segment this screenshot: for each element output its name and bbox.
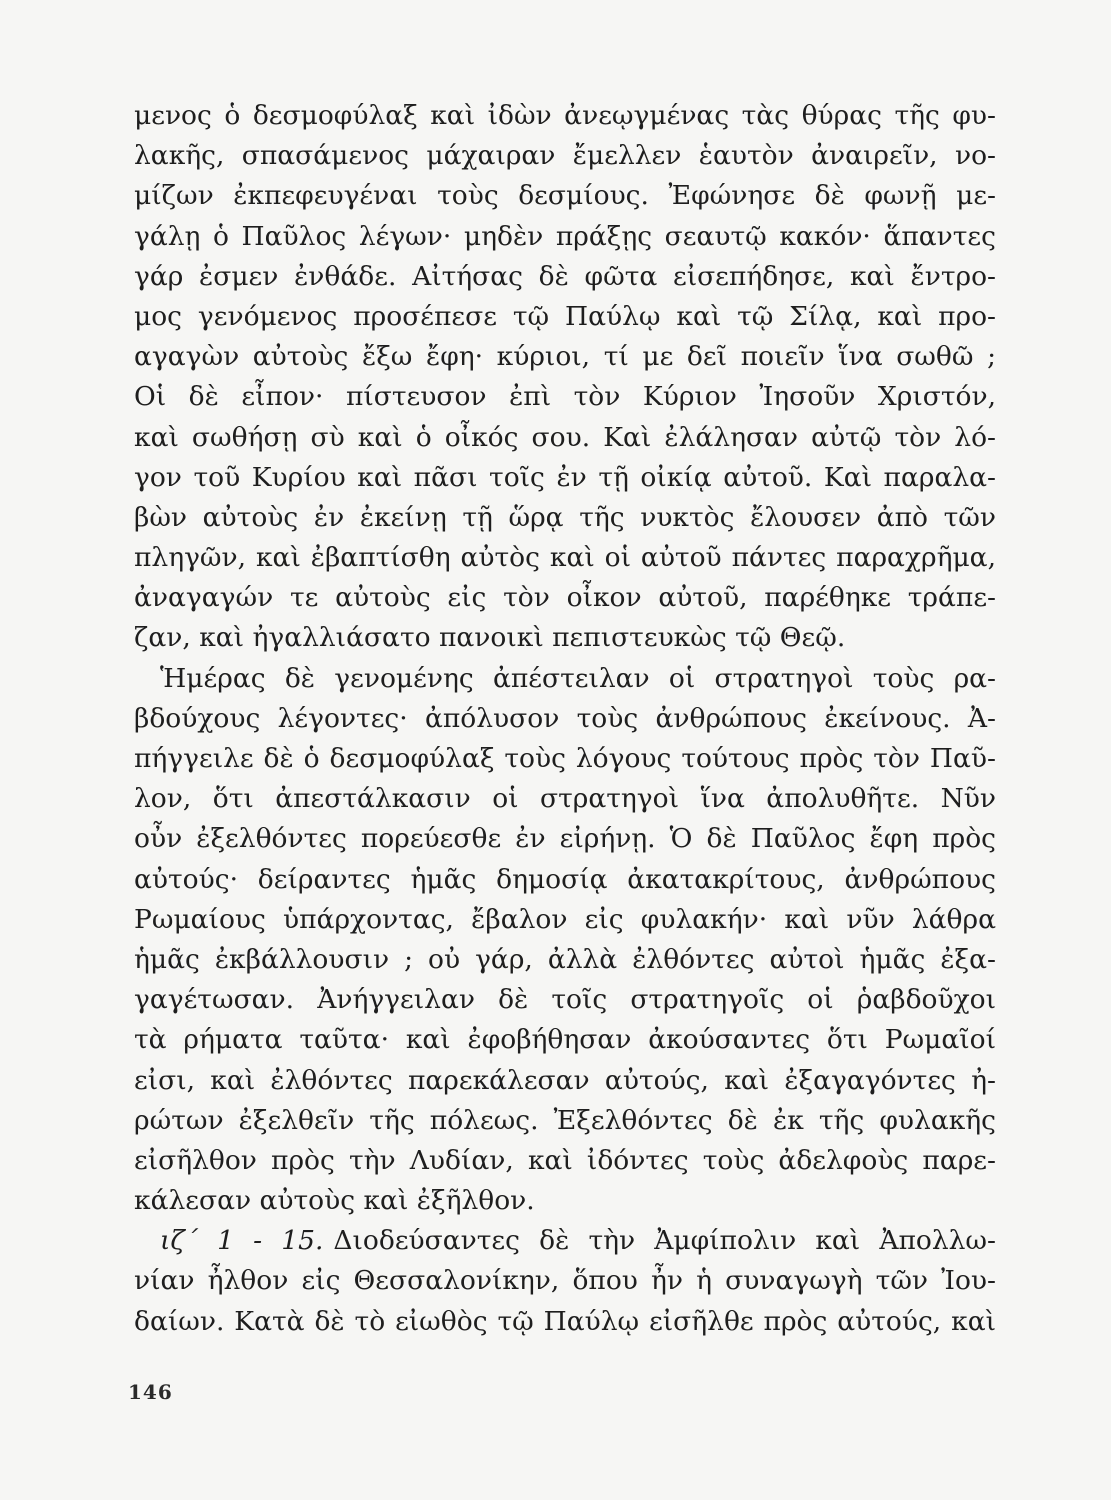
text-line: ἀναγαγών τε αὐτοὺς εἰς τὸν οἶκον αὐτοῦ, παρέθηκε τράπε- (134, 582, 996, 614)
text-line: γον τοῦ Κυρίου καὶ πᾶσι τοῖς ἐν τῇ οἰκίᾳ αὐτοῦ. Καὶ παραλα- (134, 461, 996, 493)
page-number: 146 (128, 1380, 173, 1404)
text-line: ρώτων ἐξελθεῖν τῆς πόλεως. Ἐξελθόντες δὲ ἐκ τῆς φυλακῆς (134, 1104, 996, 1136)
text-line: οὖν ἐξελθόντες πορεύεσθε ἐν εἰρήνῃ. Ὁ δὲ Παῦλος ἔφη πρὸς (134, 823, 996, 855)
text-line: Ἡμέρας δὲ γενομένης ἀπέστειλαν οἱ στρατηγοὶ τοὺς ρα- (160, 662, 996, 694)
text-line: ἡμᾶς ἐκβάλλουσιν ; οὐ γάρ, ἀλλὰ ἐλθόντες αὐτοὶ ἡμᾶς ἐξα- (134, 943, 996, 975)
text-line: αγαγὼν αὐτοὺς ἔξω ἔφη· κύριοι, τί με δεῖ ποιεῖν ἵνα σωθῶ ; (134, 341, 996, 373)
section-line-text: Διοδεύσαντες δὲ τὴν Ἀμφίπολιν καὶ Ἀπολλω- (333, 1225, 996, 1257)
text-line: μος γενόμενος προσέπεσε τῷ Παύλῳ καὶ τῷ Σίλᾳ, καὶ προ- (134, 300, 996, 332)
text-line: κάλεσαν αὐτοὺς καὶ ἐξῆλθον. (134, 1185, 535, 1217)
text-line: πληγῶν, καὶ ἐβαπτίσθη αὐτὸς καὶ οἱ αὐτοῦ πάντες παραχρῆμα, (134, 542, 996, 574)
text-line: Οἱ δὲ εἶπον· πίστευσον ἐπὶ τὸν Κύριον Ἰησοῦν Χριστόν, (134, 381, 996, 413)
text-line: βδούχους λέγοντες· ἀπόλυσον τοὺς ἀνθρώπους ἐκείνους. Ἀ- (134, 702, 996, 734)
page-text (134, 96, 996, 1342)
section-reference: ιζ΄ 1 - 15. (160, 1225, 324, 1257)
text-line: τὰ ρήματα ταῦτα· καὶ ἐφοβήθησαν ἀκούσαντες ὅτι Ρωμαῖοί (134, 1024, 996, 1056)
text-line: λακῆς, σπασάμενος μάχαιραν ἔμελλεν ἑαυτὸν ἀναιρεῖν, νο- (134, 140, 996, 172)
text-line: δαίων. Κατὰ δὲ τὸ εἰωθὸς τῷ Παύλῳ εἰσῆλθε πρὸς αὐτούς, καὶ (134, 1305, 996, 1337)
text-line: Ρωμαίους ὑπάρχοντας, ἔβαλον εἰς φυλακήν· καὶ νῦν λάθρα (134, 903, 996, 935)
text-line: μενος ὁ δεσμοφύλαξ καὶ ἰδὼν ἀνεῳγμένας τὰς θύρας τῆς φυ- (134, 100, 996, 131)
text-line: βὼν αὐτοὺς ἐν ἐκείνῃ τῇ ὥρᾳ τῆς νυκτὸς ἔλουσεν ἀπὸ τῶν (134, 501, 996, 533)
text-line: λον, ὅτι ἀπεστάλκασιν οἱ στρατηγοὶ ἵνα ἀπολυθῆτε. Νῦν (134, 783, 996, 815)
text-line: μίζων ἐκπεφευγέναι τοὺς δεσμίους. Ἐφώνησε δὲ φωνῇ με- (134, 180, 996, 212)
text-line: γάλῃ ὁ Παῦλος λέγων· μηδὲν πράξῃς σεαυτῷ κακόν· ἅπαντες (134, 220, 996, 252)
text-line: γάρ ἐσμεν ἐνθάδε. Αἰτήσας δὲ φῶτα εἰσεπήδησε, καὶ ἔντρο- (134, 260, 996, 292)
text-line: γαγέτωσαν. Ἀνήγγειλαν δὲ τοῖς στρατηγοῖς οἱ ῥαβδοῦχοι (134, 984, 996, 1016)
text-line: εἰσι, καὶ ἐλθόντες παρεκάλεσαν αὐτούς, καὶ ἐξαγαγόντες ἠ- (134, 1064, 996, 1096)
text-line: πήγγειλε δὲ ὁ δεσμοφύλαξ τοὺς λόγους τούτους πρὸς τὸν Παῦ- (134, 743, 996, 774)
text-line: αὐτούς· δείραντες ἡμᾶς δημοσίᾳ ἀκατακρίτους, ἀνθρώπους (134, 863, 996, 895)
section-first-line (134, 1221, 996, 1261)
text-line: εἰσῆλθον πρὸς τὴν Λυδίαν, καὶ ἰδόντες τοὺς ἀδελφοὺς παρε- (134, 1144, 996, 1176)
text-line: νίαν ἦλθον εἰς Θεσσαλονίκην, ὅπου ἦν ἡ συναγωγὴ τῶν Ἰου- (134, 1265, 996, 1297)
text-line: καὶ σωθήσῃ σὺ καὶ ὁ οἶκός σου. Καὶ ἐλάλησαν αὐτῷ τὸν λό- (134, 421, 996, 453)
text-line: ζαν, καὶ ἠγαλλιάσατο πανοικὶ πεπιστευκὼς τῷ Θεῷ. (134, 622, 846, 654)
